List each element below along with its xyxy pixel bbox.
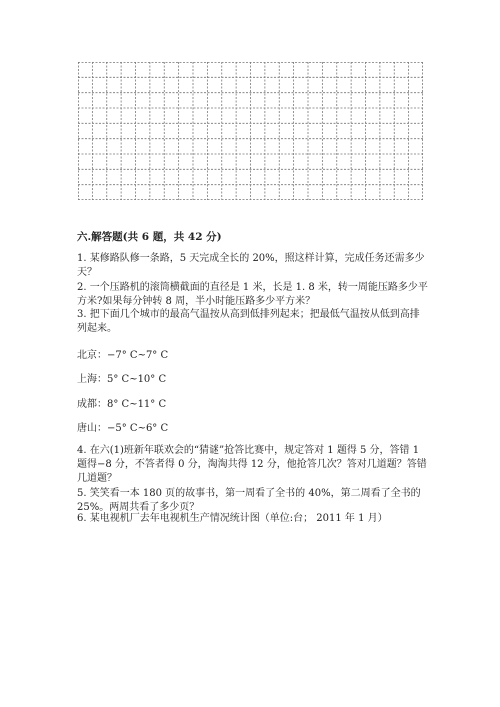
city-shanghai: 上海：5° C~10° C	[77, 374, 167, 385]
city-tangshan: 唐山：−5° C~6° C	[77, 423, 169, 434]
question-1-line-2: 天？	[77, 267, 97, 278]
question-5-line-1: 5. 笑笑看一本 180 页的故事书，第一周看了全书的 40%，第二周看了全书的	[77, 488, 421, 499]
question-3-line-1: 3. 把下面几个城市的最高气温按从高到低排列起来；把最低气温按从低到高排	[77, 309, 420, 320]
question-4-line-2: 题得−8 分，不答者得 0 分，淘淘共得 12 分，他抢答几次？答对几道题？答错	[77, 459, 427, 470]
question-5-line-2: 25%。两周共看了多少页？	[77, 502, 200, 513]
question-4-line-3: 几道题？	[77, 473, 117, 484]
question-2-line-2: 方米?如果每分钟转 8 周，半小时能压路多少平方米？	[77, 296, 316, 307]
answer-grid	[78, 62, 423, 200]
question-3-line-2: 列起来。	[77, 323, 117, 334]
question-6-line-1: 6. 某电视机厂去年电视机生产情况统计图（单位:台； 2011 年 1 月）	[77, 513, 388, 524]
question-4-line-1: 4. 在六(1)班新年联欢会的“猜谜”抢答比赛中，规定答对 1 题得 5 分，答错 1	[77, 445, 420, 456]
city-beijing: 北京：−7° C~7° C	[77, 350, 169, 361]
question-1-line-1: 1. 某修路队修一条路，5 天完成全长的 20%，照这样计算，完成任务还需多少	[77, 253, 425, 264]
city-chengdu: 成都：8° C~11° C	[77, 399, 167, 410]
question-2-line-1: 2. 一个压路机的滚筒横截面的直径是 1 米，长是 1. 8 米，转一周能压路多少平	[77, 282, 428, 293]
section-title: 六.解答题(共 6 题，共 42 分)	[77, 231, 222, 243]
answer-grid-lines	[78, 62, 423, 200]
